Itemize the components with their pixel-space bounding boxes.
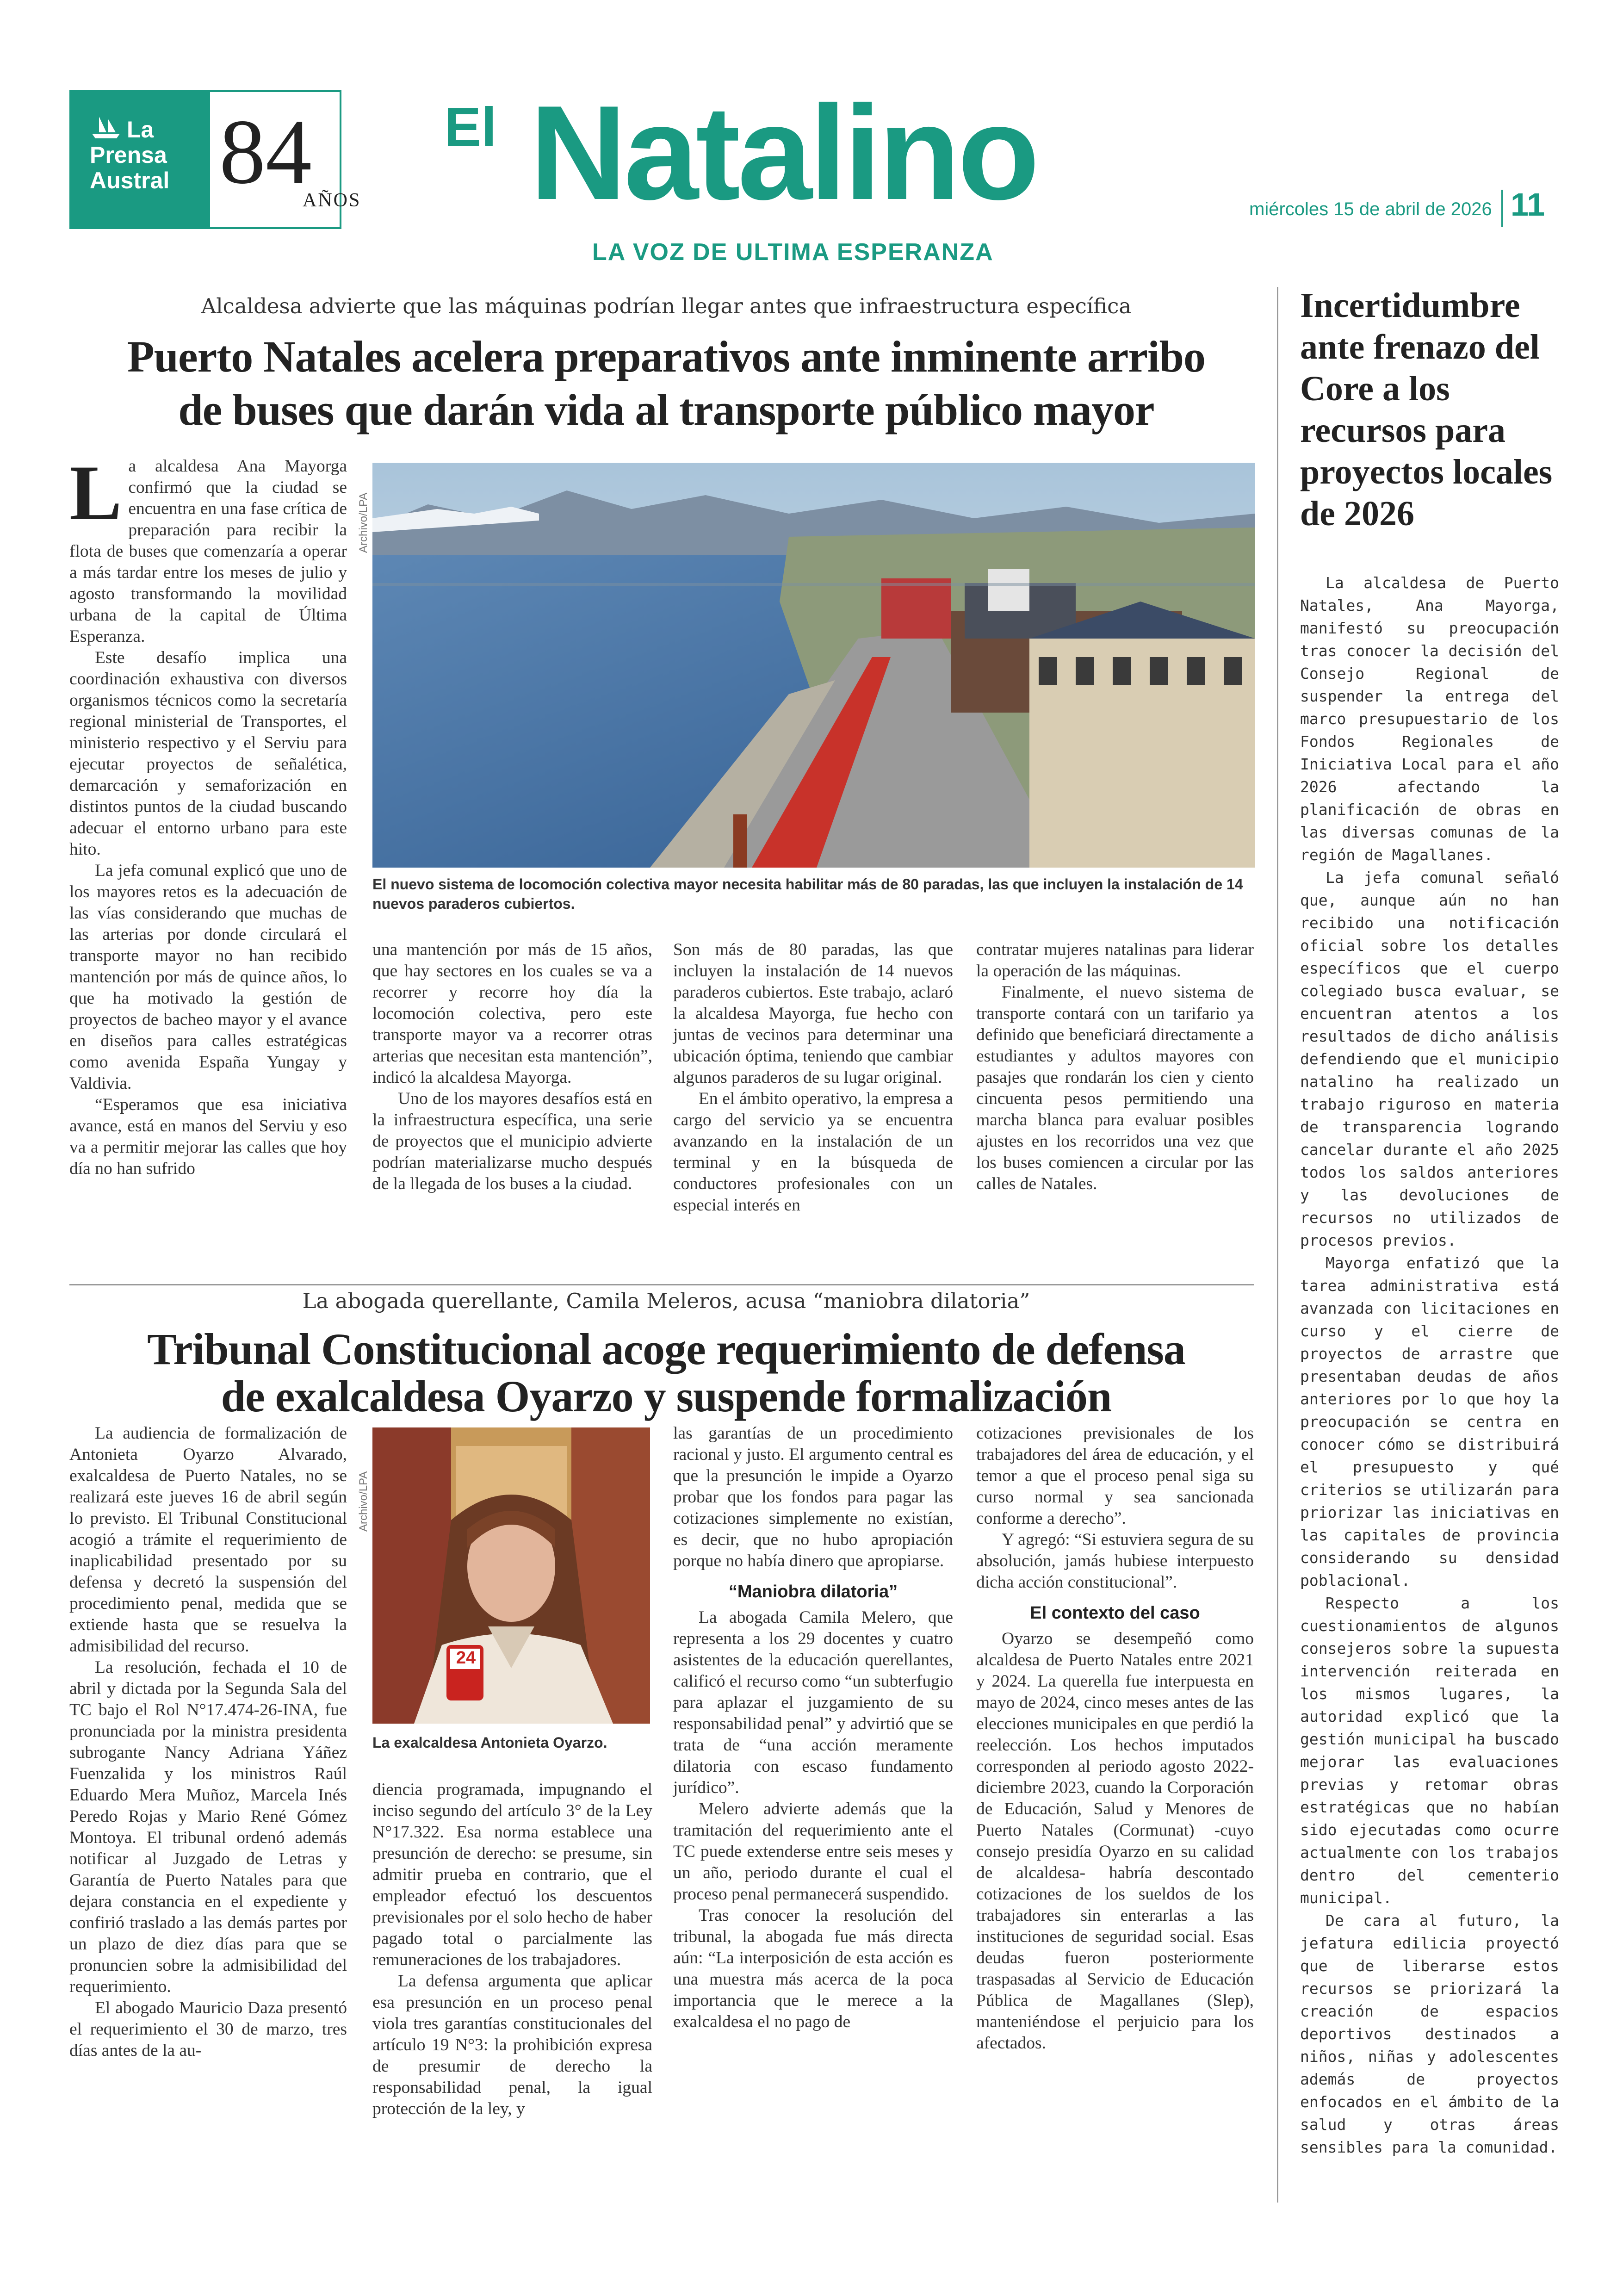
story2-column-3 (673, 1423, 953, 2209)
story1-photo-waterfront[interactable] (372, 463, 1255, 868)
paragraph: Uno de los mayores desafíos está en la infraestructura específica, una serie de proyectos que el municipio advierte podrían materializarse mucho después de la llegada de los buses a la ciudad. (372, 1089, 652, 1193)
story1-headline-line2[interactable]: de buses que darán vida al transporte público mayor (178, 385, 1154, 434)
story1-column-1 (69, 449, 347, 1270)
paragraph: una mantención por más de 15 años, que hay sectores en los cuales se va a recorrer y recorre hoy día la locomoción colectiva, pero este transporte mayor va a recorrer otras arterias que necesitan esta mantención”, indicó la alcaldesa Mayorga. (372, 940, 652, 1087)
newspaper-title[interactable]: Natalino (530, 78, 1037, 228)
column-divider (1277, 287, 1278, 2203)
paragraph: El abogado Mauricio Daza presentó el requerimiento el 30 de marzo, tres días antes de la au- (69, 1998, 347, 2060)
story-divider (69, 1284, 1254, 1285)
story2-column-2 (372, 1779, 652, 2205)
lpa-line3: Austral (90, 168, 170, 193)
paragraph: Oyarzo se desempeñó como alcaldesa de Puerto Natales entre 2021 y 2024. La querella fue interpuesta en mayo de 2024, cinco meses antes de las elecciones municipales en que perdió la reelección. Los hechos imputados corresponden al periodo agosto 2022-diciembre 2023, cuando la Corporación de Educación, Salud y Menores de Puerto Natales (Cormunat) -cuyo consejo presidía Oyarzo en su calidad de alcaldesa- habría descontado cotizaciones de los sueldos de los trabajadores sin enterarlas a las instituciones de seguridad social. Esas deudas fueron posteriormente traspasadas al Servicio de Educación Pública de Magallanes (Slep), manteniéndose el perjuicio para los afectados. (976, 1629, 1254, 2053)
page-number: 11 (1511, 186, 1545, 223)
story1-headline-line1[interactable]: Puerto Natales acelera preparativos ante inminente arribo (127, 332, 1206, 381)
sidebar-headline[interactable]: Incertidumbre ante frenazo del Core a los recursos para proyectos locales de 2026 (1300, 286, 1553, 533)
paragraph: Son más de 80 paradas, las que incluyen la instalación de 14 nuevos paraderos cubiertos. Este trabajo, aclaró la alcaldesa Mayorga, fue hecho con juntas de vecinos para determinar una ubicación óptima, teniendo que cambiar algunos paraderos de su lugar original. (673, 940, 953, 1087)
story1-column-2 (372, 939, 652, 1272)
anniversary-label: AÑOS (303, 190, 361, 211)
paragraph: Mayorga enfatizó que la tarea administrativa está avanzada con licitaciones en curso y el cierre de proyectos de arrastre que presentaban deudas de años anteriores por lo que hoy la preocupación se centra en conocer cómo se distribuirá el presupuesto y qué criterios se utilizarán para priorizar las iniciativas en las capitales de provincia considerando su densidad poblacional. (1300, 1254, 1559, 1589)
tagline: LA VOZ DE ULTIMA ESPERANZA (592, 239, 994, 266)
paragraph: Este desafío implica una coordinación exhaustiva con diversos organismos técnicos como la secretaría regional ministerial de Transportes, el ministerio respectivo y el Serviu para ejecutar proyectos de señalética, demarcación y semaforización en distintos puntos de la ciudad buscando adecuar el entorno urbano para este hito. (69, 648, 347, 859)
lpa-line1: La (127, 117, 154, 143)
mic-logo: 24 (456, 1648, 476, 1668)
story1-photo-credit: Archivo/LPA (357, 492, 370, 553)
story1-column-3 (673, 939, 953, 1272)
paragraph: La alcaldesa de Puerto Natales, Ana Mayorga, manifestó su preocupación tras conocer la decisión del Consejo Regional de suspender la entrega del marco presupuestario de los Fondos Regionales de Iniciativa Local para el año 2026 afectando la planificación de obras en las diversas comunas de la región de Magallanes. (1300, 574, 1559, 864)
issue-date: miércoles 15 de abril de 2026 (1249, 199, 1492, 219)
sidebar-body (1300, 571, 1559, 2209)
paragraph: Melero advierte además que la tramitación del requerimiento ante el TC puede extenderse entre seis meses y un año, periodo durante el cual el proceso penal permanecerá suspendido. (673, 1800, 953, 1904)
story2-column-4 (976, 1423, 1254, 2209)
lpa-brand-block (71, 92, 210, 227)
story2-headline-line1[interactable]: Tribunal Constitucional acoge requerimiento de defensa (147, 1324, 1185, 1374)
paragraph: La jefa comunal explicó que uno de los mayores retos es la adecuación de las vías considerando que muchas de las arterias por donde circulará el transporte mayor no han recibido mantención por más de quince años, lo que ha motivado la gestión de proyectos de bacheo mayor y el avance en diseños para calles estratégicas como avenida España Yungay y Valdivia. (69, 861, 347, 1093)
paragraph: “Esperamos que esa iniciativa avance, está en manos del Serviu y eso va a permitir mejorar las calles que hoy día no han sufrido (69, 1095, 347, 1178)
paragraph: De cara al futuro, la jefatura edilicia proyectó que de liberarse estos recursos se priorizará la creación de espacios deportivos destinados a niños, niñas y adolescentes además de proyectos enfocados en el ámbito de la salud y otras áreas sensibles para la comunidad. (1300, 1911, 1559, 2156)
paragraph: las garantías de un procedimiento racional y justo. El argumento central es que la presunción le impide a Oyarzo probar que los fondos para pagar las cotizaciones simplemente no existían, es decir, que no hubo apropiación porque no había dinero que apropiarse. (673, 1424, 953, 1570)
page-number-divider (1501, 190, 1503, 227)
paragraph: Y agregó: “Si estuviera segura de su absolución, jamás hubiese interpuesto dicha acción constitucional”. (976, 1530, 1254, 1592)
lpa-line2: Prensa (90, 142, 167, 168)
story2-headline-line2[interactable]: de exalcaldesa Oyarzo y suspende formalización (221, 1371, 1112, 1421)
ship-icon (90, 113, 122, 141)
story1-column-4 (976, 939, 1254, 1272)
story2-column-1 (69, 1423, 347, 2209)
story1-dropcap: L (69, 449, 122, 536)
story2-kicker: La abogada querellante, Camila Meleros, acusa “maniobra dilatoria” (302, 1289, 1030, 1313)
paragraph: La jefa comunal señaló que, aunque aún no han recibido una notificación oficial sobre los detalles específicos que el cuerpo colegiado busca evaluar, se encuentran atentos a los resultados de dicho análisis defendiendo que el municipio natalino ha realizado un trabajo riguroso en materia de transparencia logrando cancelar durante el año 2025 todos los saldos anteriores y las devoluciones de recursos no utilizados de procesos previos. (1300, 869, 1559, 1249)
paragraph: En el ámbito operativo, la empresa a cargo del servicio ya se encuentra avanzando en la instalación de un terminal y en la búsqueda de conductores profesionales con un especial interés en (673, 1089, 953, 1215)
story2-photo-credit: Archivo/LPA (357, 1471, 370, 1532)
paragraph: La defensa argumenta que aplicar esa presunción en un proceso penal viola tres garantías constitucionales del artículo 19 N°3: la prohibición expresa de presumir de derecho la responsabilidad penal, la igual protección de la ley, y (372, 1972, 652, 2118)
paragraph: diencia programada, impugnando el inciso segundo del artículo 3° de la Ley N°17.322. Esa norma establece una presunción de derecho: se presume, sin admitir prueba en contrario, que el empleador efectuó los descuentos previsionales por el solo hecho de haber pagado total o parcialmente las remuneraciones de los trabajadores. (372, 1780, 652, 1969)
story1-photo-caption: El nuevo sistema de locomoción colectiva mayor necesita habilitar más de 80 paradas, las que incluyen la instalación de 14 nuevos paraderos cubiertos. (372, 876, 1243, 912)
paragraph: La abogada Camila Melero, que representa a los 29 docentes y cuatro asistentes de la educación querellantes, calificó el recurso como “un subterfugio para aplazar el juzgamiento de su responsabilidad penal” y advirtió que se trata de “una acción meramente dilatoria con escaso fundamento jurídico”. (673, 1608, 953, 1797)
la-prensa-austral-logo[interactable] (69, 90, 361, 229)
story2-subhead-contexto: El contexto del caso (1030, 1603, 1200, 1623)
paragraph: a alcaldesa Ana Mayorga confirmó que la ciudad se encuentra en una fase crítica de preparación para recibir la flota de buses que comenzaría a operar a más tardar entre los meses de julio y agosto transformando la movilidad urbana de la capital de Última Esperanza. (69, 457, 347, 646)
story1-kicker: Alcaldesa advierte que las máquinas podrían llegar antes que infraestructura específica (201, 294, 1132, 318)
paragraph: contratar mujeres natalinas para liderar la operación de las máquinas. (976, 940, 1254, 980)
paragraph: La audiencia de formalización de Antonieta Oyarzo Alvarado, exalcaldesa de Puerto Natales, no se realizará este jueves 16 de abril según lo previsto. El Tribunal Constitucional acogió a trámite el requerimiento de inaplicabilidad presentado por su defensa y decretó la suspensión del procedimiento penal, medida que se extiende hasta que se resuelva la admisibilidad del recurso. (69, 1424, 347, 1656)
paragraph: Tras conocer la resolución del tribunal, la abogada fue más directa aún: “La interposición de esta acción es una muestra más acerca de la poca importancia que le merece a la exalcaldesa el no pago de (673, 1906, 953, 2031)
paragraph: cotizaciones previsionales de los trabajadores del área de educación, y el temor a que el proceso penal siga su curso normal y sea sancionada conforme a derecho”. (976, 1424, 1254, 1528)
paragraph: La resolución, fechada el 10 de abril y dictada por la Segunda Sala del TC bajo el Rol N°17.474-26-INA, fue pronunciada por la ministra presidenta subrogante Nancy Adriana Yáñez Fuenzalida y los ministros Raúl Eduardo Mera Muñoz, Marcela Inés Peredo Rojas y Mario René Gómez Montoya. El tribunal ordenó además notificar al Juzgado de Letras y Garantía de Puerto Natales para que dejara constancia en el expediente y confirió traslado a las demás partes por un plazo de diez días para que se pronuncien sobre la admisibilidad del requerimiento. (69, 1658, 347, 1996)
story2-subhead-maniobra: “Maniobra dilatoria” (728, 1582, 898, 1601)
anniversary-number: 84 (219, 101, 312, 203)
paragraph: Finalmente, el nuevo sistema de transporte contará con un tarifario ya definido que beneficiará directamente a estudiantes y adultos mayores con pasajes que rondarán los cien y ciento cincuenta pesos permitiendo una marcha blanca para evaluar posibles ajustes en los recorridos una vez que los buses comiencen a circular por las calles de Natales. (976, 983, 1254, 1193)
title-el: El (444, 96, 497, 158)
story2-photo-caption: La exalcaldesa Antonieta Oyarzo. (372, 1734, 607, 1751)
story2-photo-portrait[interactable] (372, 1427, 650, 1724)
paragraph: Respecto a los cuestionamientos de algunos consejeros sobre la supuesta intervención reiterada en los mismos lugares, la autoridad explicó que la gestión municipal ha buscado mejorar las evaluaciones previas y retomar obras estratégicas que no habían sido ejecutadas como ocurre actualmente con los trabajos dentro del cementerio municipal. (1300, 1594, 1559, 1907)
